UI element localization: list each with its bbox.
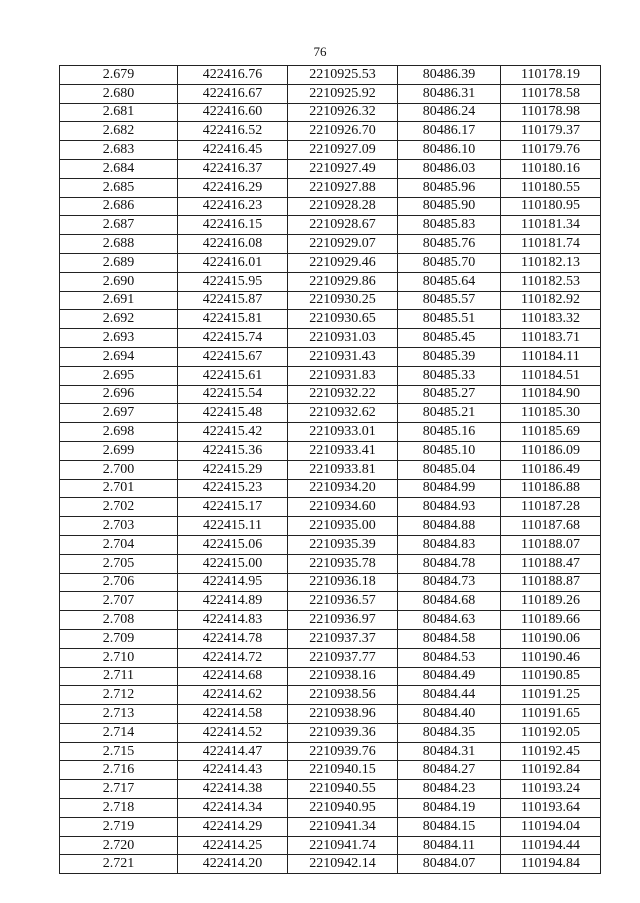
point-number-cell: 2.682 bbox=[60, 122, 178, 141]
point-number-cell: 2.718 bbox=[60, 799, 178, 818]
coordinate-y-cell: 2210926.70 bbox=[288, 122, 398, 141]
table-row bbox=[60, 761, 601, 780]
coordinate-local-x-cell: 80485.70 bbox=[398, 253, 501, 272]
coordinate-local-x-cell: 80485.83 bbox=[398, 216, 501, 235]
coordinate-y-cell: 2210935.00 bbox=[288, 517, 398, 536]
coordinate-local-x-cell: 80486.10 bbox=[398, 141, 501, 160]
coordinate-local-y-cell: 110178.19 bbox=[501, 66, 601, 85]
coordinate-local-x-cell: 80485.04 bbox=[398, 460, 501, 479]
table-row bbox=[60, 84, 601, 103]
coordinate-local-x-cell: 80484.07 bbox=[398, 855, 501, 874]
table-row bbox=[60, 460, 601, 479]
table-row bbox=[60, 629, 601, 648]
coordinate-y-cell: 2210934.60 bbox=[288, 498, 398, 517]
coordinate-local-x-cell: 80485.27 bbox=[398, 385, 501, 404]
table-row bbox=[60, 141, 601, 160]
point-number-cell: 2.711 bbox=[60, 667, 178, 686]
coordinate-y-cell: 2210928.67 bbox=[288, 216, 398, 235]
point-number-cell: 2.689 bbox=[60, 253, 178, 272]
coordinate-y-cell: 2210940.95 bbox=[288, 799, 398, 818]
coordinate-local-x-cell: 80484.19 bbox=[398, 799, 501, 818]
coordinate-y-cell: 2210939.76 bbox=[288, 742, 398, 761]
coordinate-y-cell: 2210942.14 bbox=[288, 855, 398, 874]
coordinate-local-y-cell: 110180.16 bbox=[501, 159, 601, 178]
coordinate-y-cell: 2210930.25 bbox=[288, 291, 398, 310]
coordinate-x-cell: 422414.29 bbox=[178, 817, 288, 836]
coordinate-y-cell: 2210933.01 bbox=[288, 423, 398, 442]
point-number-cell: 2.698 bbox=[60, 423, 178, 442]
coordinate-x-cell: 422416.15 bbox=[178, 216, 288, 235]
coordinate-x-cell: 422414.43 bbox=[178, 761, 288, 780]
coordinate-local-y-cell: 110191.65 bbox=[501, 705, 601, 724]
coordinate-x-cell: 422414.58 bbox=[178, 705, 288, 724]
point-number-cell: 2.692 bbox=[60, 310, 178, 329]
page-number: 76 bbox=[313, 44, 327, 59]
coordinate-local-x-cell: 80485.51 bbox=[398, 310, 501, 329]
point-number-cell: 2.720 bbox=[60, 836, 178, 855]
coordinate-local-y-cell: 110178.98 bbox=[501, 103, 601, 122]
coordinate-x-cell: 422414.68 bbox=[178, 667, 288, 686]
coordinate-y-cell: 2210931.83 bbox=[288, 366, 398, 385]
table-row bbox=[60, 441, 601, 460]
table-row bbox=[60, 723, 601, 742]
coordinate-y-cell: 2210935.78 bbox=[288, 554, 398, 573]
point-number-cell: 2.703 bbox=[60, 517, 178, 536]
table-row bbox=[60, 592, 601, 611]
coordinate-local-y-cell: 110181.74 bbox=[501, 235, 601, 254]
coordinate-local-y-cell: 110179.76 bbox=[501, 141, 601, 160]
table-row bbox=[60, 498, 601, 517]
coordinate-x-cell: 422415.48 bbox=[178, 404, 288, 423]
coordinate-local-y-cell: 110186.88 bbox=[501, 479, 601, 498]
coordinate-y-cell: 2210936.57 bbox=[288, 592, 398, 611]
coordinate-local-x-cell: 80484.31 bbox=[398, 742, 501, 761]
point-number-cell: 2.709 bbox=[60, 629, 178, 648]
table-row bbox=[60, 836, 601, 855]
coordinate-x-cell: 422416.67 bbox=[178, 84, 288, 103]
table-row bbox=[60, 103, 601, 122]
coordinate-local-y-cell: 110186.09 bbox=[501, 441, 601, 460]
coordinate-x-cell: 422414.62 bbox=[178, 686, 288, 705]
coordinate-local-x-cell: 80484.83 bbox=[398, 535, 501, 554]
table-row bbox=[60, 799, 601, 818]
coordinate-local-x-cell: 80485.16 bbox=[398, 423, 501, 442]
coordinate-local-x-cell: 80485.90 bbox=[398, 197, 501, 216]
coordinate-local-x-cell: 80484.99 bbox=[398, 479, 501, 498]
point-number-cell: 2.719 bbox=[60, 817, 178, 836]
coordinate-local-x-cell: 80484.40 bbox=[398, 705, 501, 724]
table-row bbox=[60, 855, 601, 874]
table-row bbox=[60, 366, 601, 385]
coordinate-x-cell: 422414.47 bbox=[178, 742, 288, 761]
point-number-cell: 2.686 bbox=[60, 197, 178, 216]
coordinate-y-cell: 2210931.03 bbox=[288, 329, 398, 348]
coordinate-local-y-cell: 110184.90 bbox=[501, 385, 601, 404]
coordinate-local-x-cell: 80486.17 bbox=[398, 122, 501, 141]
table-row bbox=[60, 780, 601, 799]
coordinate-y-cell: 2210927.49 bbox=[288, 159, 398, 178]
point-number-cell: 2.710 bbox=[60, 648, 178, 667]
table-row bbox=[60, 385, 601, 404]
point-number-cell: 2.705 bbox=[60, 554, 178, 573]
coordinate-local-x-cell: 80486.31 bbox=[398, 84, 501, 103]
coordinate-local-x-cell: 80484.58 bbox=[398, 629, 501, 648]
coordinate-x-cell: 422414.78 bbox=[178, 629, 288, 648]
coordinate-local-y-cell: 110192.05 bbox=[501, 723, 601, 742]
coordinate-x-cell: 422416.37 bbox=[178, 159, 288, 178]
point-number-cell: 2.695 bbox=[60, 366, 178, 385]
table-row bbox=[60, 535, 601, 554]
point-number-cell: 2.714 bbox=[60, 723, 178, 742]
coordinate-y-cell: 2210936.97 bbox=[288, 611, 398, 630]
point-number-cell: 2.702 bbox=[60, 498, 178, 517]
table-row bbox=[60, 479, 601, 498]
coordinate-local-y-cell: 110185.69 bbox=[501, 423, 601, 442]
table-row bbox=[60, 686, 601, 705]
point-number-cell: 2.687 bbox=[60, 216, 178, 235]
coordinate-x-cell: 422415.23 bbox=[178, 479, 288, 498]
coordinate-local-x-cell: 80484.27 bbox=[398, 761, 501, 780]
coordinate-x-cell: 422414.38 bbox=[178, 780, 288, 799]
point-number-cell: 2.721 bbox=[60, 855, 178, 874]
table-row bbox=[60, 404, 601, 423]
coordinate-x-cell: 422414.72 bbox=[178, 648, 288, 667]
coordinate-local-y-cell: 110190.06 bbox=[501, 629, 601, 648]
coordinate-x-cell: 422415.17 bbox=[178, 498, 288, 517]
coordinate-y-cell: 2210933.81 bbox=[288, 460, 398, 479]
coordinate-x-cell: 422416.60 bbox=[178, 103, 288, 122]
table-row bbox=[60, 817, 601, 836]
coordinate-local-y-cell: 110187.28 bbox=[501, 498, 601, 517]
coordinate-local-x-cell: 80485.45 bbox=[398, 329, 501, 348]
coordinate-local-y-cell: 110182.92 bbox=[501, 291, 601, 310]
table-row bbox=[60, 253, 601, 272]
coordinate-x-cell: 422414.52 bbox=[178, 723, 288, 742]
coordinate-local-y-cell: 110191.25 bbox=[501, 686, 601, 705]
coordinate-local-x-cell: 80484.15 bbox=[398, 817, 501, 836]
table-row bbox=[60, 517, 601, 536]
point-number-cell: 2.701 bbox=[60, 479, 178, 498]
coordinate-local-x-cell: 80484.88 bbox=[398, 517, 501, 536]
coordinate-x-cell: 422416.45 bbox=[178, 141, 288, 160]
table-row bbox=[60, 742, 601, 761]
coordinate-local-x-cell: 80485.10 bbox=[398, 441, 501, 460]
coordinate-local-y-cell: 110190.46 bbox=[501, 648, 601, 667]
coordinate-x-cell: 422416.52 bbox=[178, 122, 288, 141]
coordinate-x-cell: 422415.67 bbox=[178, 347, 288, 366]
table-row bbox=[60, 272, 601, 291]
coordinate-y-cell: 2210940.15 bbox=[288, 761, 398, 780]
coordinate-y-cell: 2210937.37 bbox=[288, 629, 398, 648]
coordinate-y-cell: 2210940.55 bbox=[288, 780, 398, 799]
coordinate-local-x-cell: 80485.96 bbox=[398, 178, 501, 197]
coordinate-local-y-cell: 110188.07 bbox=[501, 535, 601, 554]
coordinate-x-cell: 422415.00 bbox=[178, 554, 288, 573]
coordinate-local-x-cell: 80485.76 bbox=[398, 235, 501, 254]
coordinate-local-y-cell: 110188.87 bbox=[501, 573, 601, 592]
coordinate-y-cell: 2210929.46 bbox=[288, 253, 398, 272]
coordinate-x-cell: 422416.01 bbox=[178, 253, 288, 272]
coordinate-y-cell: 2210938.96 bbox=[288, 705, 398, 724]
coordinate-y-cell: 2210937.77 bbox=[288, 648, 398, 667]
coordinate-local-y-cell: 110188.47 bbox=[501, 554, 601, 573]
point-number-cell: 2.716 bbox=[60, 761, 178, 780]
coordinate-local-x-cell: 80486.03 bbox=[398, 159, 501, 178]
coordinate-local-x-cell: 80486.39 bbox=[398, 66, 501, 85]
coordinate-y-cell: 2210929.07 bbox=[288, 235, 398, 254]
point-number-cell: 2.697 bbox=[60, 404, 178, 423]
table-row bbox=[60, 197, 601, 216]
coordinate-x-cell: 422414.20 bbox=[178, 855, 288, 874]
coordinate-y-cell: 2210936.18 bbox=[288, 573, 398, 592]
table-row bbox=[60, 347, 601, 366]
coordinate-local-y-cell: 110180.55 bbox=[501, 178, 601, 197]
point-number-cell: 2.699 bbox=[60, 441, 178, 460]
point-number-cell: 2.685 bbox=[60, 178, 178, 197]
point-number-cell: 2.708 bbox=[60, 611, 178, 630]
coordinate-local-y-cell: 110183.71 bbox=[501, 329, 601, 348]
coordinate-x-cell: 422415.06 bbox=[178, 535, 288, 554]
coordinate-x-cell: 422414.34 bbox=[178, 799, 288, 818]
point-number-cell: 2.717 bbox=[60, 780, 178, 799]
coordinate-y-cell: 2210927.88 bbox=[288, 178, 398, 197]
coordinate-y-cell: 2210932.62 bbox=[288, 404, 398, 423]
table-row bbox=[60, 554, 601, 573]
coordinate-local-x-cell: 80484.53 bbox=[398, 648, 501, 667]
coordinate-local-x-cell: 80484.73 bbox=[398, 573, 501, 592]
coordinate-x-cell: 422414.89 bbox=[178, 592, 288, 611]
coordinate-local-y-cell: 110194.44 bbox=[501, 836, 601, 855]
coordinate-x-cell: 422415.29 bbox=[178, 460, 288, 479]
coordinate-y-cell: 2210938.16 bbox=[288, 667, 398, 686]
coordinate-x-cell: 422414.83 bbox=[178, 611, 288, 630]
coordinate-y-cell: 2210941.74 bbox=[288, 836, 398, 855]
coordinate-local-y-cell: 110193.64 bbox=[501, 799, 601, 818]
coordinate-local-x-cell: 80485.21 bbox=[398, 404, 501, 423]
coordinate-local-y-cell: 110180.95 bbox=[501, 197, 601, 216]
coordinate-local-x-cell: 80484.78 bbox=[398, 554, 501, 573]
coordinate-local-y-cell: 110186.49 bbox=[501, 460, 601, 479]
table-row bbox=[60, 705, 601, 724]
point-number-cell: 2.713 bbox=[60, 705, 178, 724]
coordinates-table bbox=[59, 65, 601, 874]
coordinate-local-y-cell: 110185.30 bbox=[501, 404, 601, 423]
coordinate-local-y-cell: 110189.66 bbox=[501, 611, 601, 630]
point-number-cell: 2.684 bbox=[60, 159, 178, 178]
coordinate-x-cell: 422414.25 bbox=[178, 836, 288, 855]
coordinate-local-y-cell: 110190.85 bbox=[501, 667, 601, 686]
coordinate-y-cell: 2210939.36 bbox=[288, 723, 398, 742]
coordinate-x-cell: 422416.23 bbox=[178, 197, 288, 216]
coordinate-local-x-cell: 80484.11 bbox=[398, 836, 501, 855]
table-row bbox=[60, 423, 601, 442]
table-row bbox=[60, 178, 601, 197]
coordinate-x-cell: 422415.61 bbox=[178, 366, 288, 385]
table-row bbox=[60, 235, 601, 254]
point-number-cell: 2.707 bbox=[60, 592, 178, 611]
table-row bbox=[60, 310, 601, 329]
coordinate-local-y-cell: 110182.53 bbox=[501, 272, 601, 291]
point-number-cell: 2.712 bbox=[60, 686, 178, 705]
coordinate-y-cell: 2210941.34 bbox=[288, 817, 398, 836]
coordinate-local-x-cell: 80485.39 bbox=[398, 347, 501, 366]
coordinate-local-x-cell: 80485.33 bbox=[398, 366, 501, 385]
coordinate-local-x-cell: 80484.35 bbox=[398, 723, 501, 742]
coordinate-x-cell: 422415.36 bbox=[178, 441, 288, 460]
coordinate-local-x-cell: 80484.63 bbox=[398, 611, 501, 630]
coordinate-local-y-cell: 110189.26 bbox=[501, 592, 601, 611]
coordinates-table-body bbox=[60, 66, 601, 874]
coordinate-local-y-cell: 110179.37 bbox=[501, 122, 601, 141]
coordinate-x-cell: 422415.54 bbox=[178, 385, 288, 404]
coordinate-y-cell: 2210925.92 bbox=[288, 84, 398, 103]
point-number-cell: 2.679 bbox=[60, 66, 178, 85]
coordinate-local-x-cell: 80486.24 bbox=[398, 103, 501, 122]
coordinate-local-y-cell: 110187.68 bbox=[501, 517, 601, 536]
table-row bbox=[60, 667, 601, 686]
coordinate-y-cell: 2210926.32 bbox=[288, 103, 398, 122]
coordinate-local-y-cell: 110184.11 bbox=[501, 347, 601, 366]
coordinate-x-cell: 422415.87 bbox=[178, 291, 288, 310]
point-number-cell: 2.690 bbox=[60, 272, 178, 291]
point-number-cell: 2.700 bbox=[60, 460, 178, 479]
point-number-cell: 2.683 bbox=[60, 141, 178, 160]
coordinate-local-x-cell: 80484.68 bbox=[398, 592, 501, 611]
coordinate-y-cell: 2210930.65 bbox=[288, 310, 398, 329]
coordinate-y-cell: 2210931.43 bbox=[288, 347, 398, 366]
table-row bbox=[60, 66, 601, 85]
table-row bbox=[60, 122, 601, 141]
point-number-cell: 2.693 bbox=[60, 329, 178, 348]
point-number-cell: 2.681 bbox=[60, 103, 178, 122]
point-number-cell: 2.706 bbox=[60, 573, 178, 592]
table-row bbox=[60, 216, 601, 235]
coordinate-local-x-cell: 80485.64 bbox=[398, 272, 501, 291]
coordinate-local-y-cell: 110193.24 bbox=[501, 780, 601, 799]
coordinate-local-y-cell: 110194.04 bbox=[501, 817, 601, 836]
coordinate-local-y-cell: 110178.58 bbox=[501, 84, 601, 103]
coordinate-x-cell: 422415.42 bbox=[178, 423, 288, 442]
point-number-cell: 2.696 bbox=[60, 385, 178, 404]
table-row bbox=[60, 291, 601, 310]
coordinate-local-y-cell: 110192.84 bbox=[501, 761, 601, 780]
coordinate-local-x-cell: 80484.23 bbox=[398, 780, 501, 799]
coordinate-y-cell: 2210934.20 bbox=[288, 479, 398, 498]
point-number-cell: 2.715 bbox=[60, 742, 178, 761]
point-number-cell: 2.688 bbox=[60, 235, 178, 254]
coordinate-y-cell: 2210938.56 bbox=[288, 686, 398, 705]
table-row bbox=[60, 159, 601, 178]
coordinate-local-y-cell: 110184.51 bbox=[501, 366, 601, 385]
coordinate-y-cell: 2210935.39 bbox=[288, 535, 398, 554]
table-row bbox=[60, 573, 601, 592]
coordinate-x-cell: 422415.11 bbox=[178, 517, 288, 536]
coordinate-x-cell: 422416.29 bbox=[178, 178, 288, 197]
coordinate-x-cell: 422414.95 bbox=[178, 573, 288, 592]
table-row bbox=[60, 611, 601, 630]
coordinate-x-cell: 422415.81 bbox=[178, 310, 288, 329]
coordinate-local-y-cell: 110182.13 bbox=[501, 253, 601, 272]
coordinate-local-y-cell: 110192.45 bbox=[501, 742, 601, 761]
coordinate-local-y-cell: 110181.34 bbox=[501, 216, 601, 235]
coordinate-local-x-cell: 80485.57 bbox=[398, 291, 501, 310]
table-row bbox=[60, 329, 601, 348]
coordinate-local-x-cell: 80484.93 bbox=[398, 498, 501, 517]
point-number-cell: 2.680 bbox=[60, 84, 178, 103]
coordinate-y-cell: 2210932.22 bbox=[288, 385, 398, 404]
point-number-cell: 2.691 bbox=[60, 291, 178, 310]
coordinate-x-cell: 422416.76 bbox=[178, 66, 288, 85]
point-number-cell: 2.694 bbox=[60, 347, 178, 366]
coordinate-x-cell: 422416.08 bbox=[178, 235, 288, 254]
coordinate-local-x-cell: 80484.49 bbox=[398, 667, 501, 686]
coordinate-y-cell: 2210933.41 bbox=[288, 441, 398, 460]
point-number-cell: 2.704 bbox=[60, 535, 178, 554]
coordinate-y-cell: 2210928.28 bbox=[288, 197, 398, 216]
coordinate-local-x-cell: 80484.44 bbox=[398, 686, 501, 705]
coordinate-x-cell: 422415.74 bbox=[178, 329, 288, 348]
coordinate-y-cell: 2210925.53 bbox=[288, 66, 398, 85]
coordinate-x-cell: 422415.95 bbox=[178, 272, 288, 291]
coordinate-local-y-cell: 110183.32 bbox=[501, 310, 601, 329]
table-row bbox=[60, 648, 601, 667]
coordinate-local-y-cell: 110194.84 bbox=[501, 855, 601, 874]
coordinate-y-cell: 2210929.86 bbox=[288, 272, 398, 291]
coordinate-y-cell: 2210927.09 bbox=[288, 141, 398, 160]
